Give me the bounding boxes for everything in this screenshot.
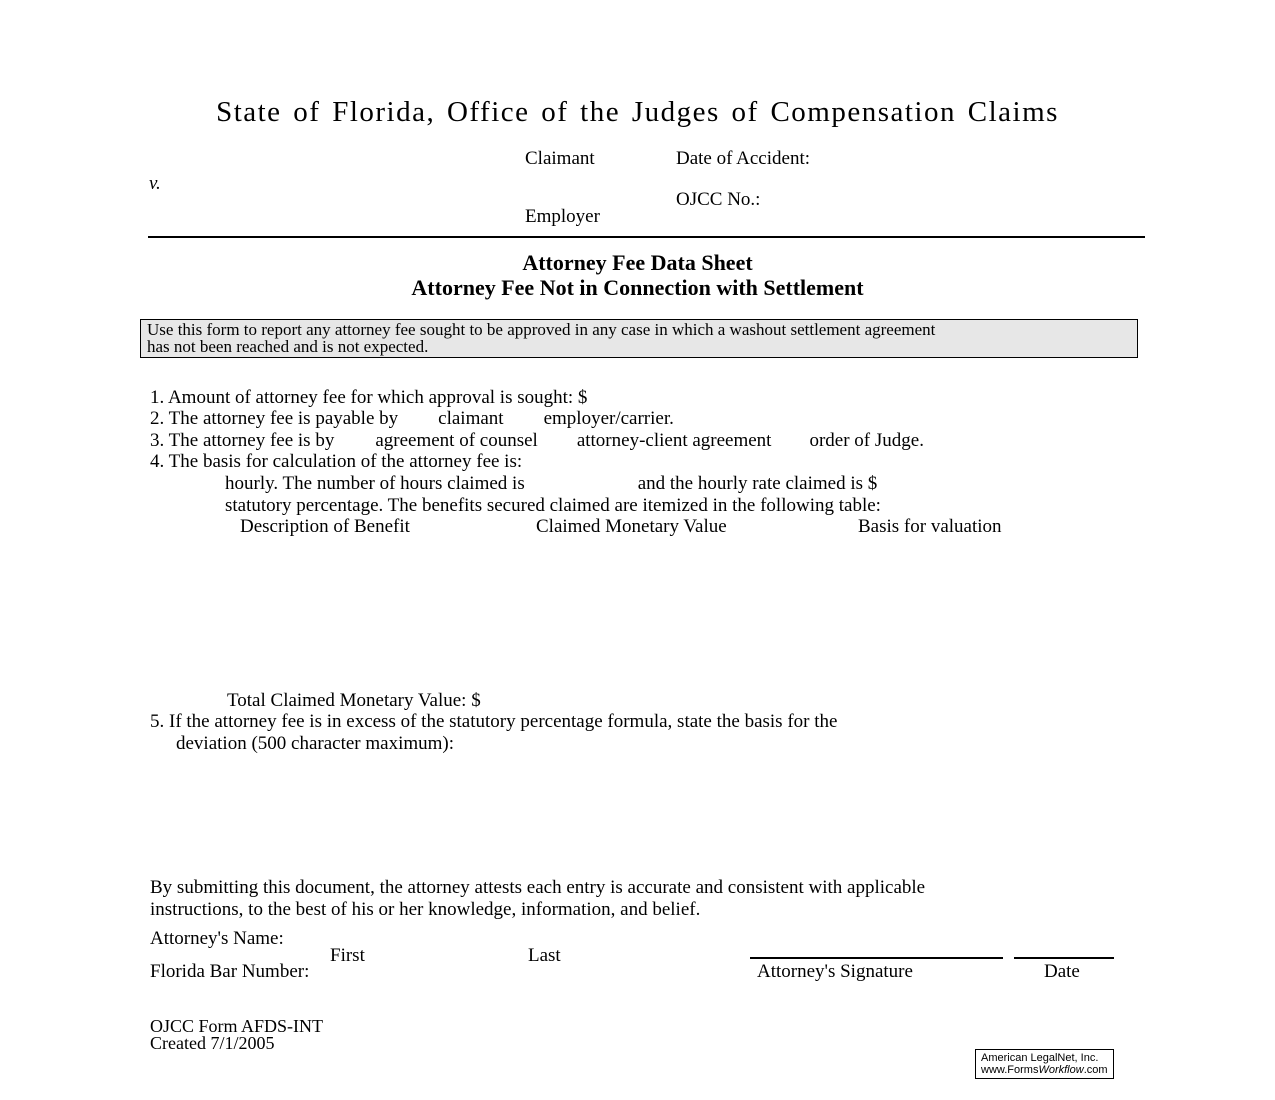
florida-bar-number-text: Florida Bar Number: — [150, 961, 310, 982]
hours-claimed-field[interactable] — [525, 474, 638, 489]
item-3-option-order-of-judge[interactable]: order of Judge. — [809, 430, 924, 451]
legalnet-company: American LegalNet, Inc. — [981, 1052, 1099, 1064]
item-4-hourly-prefix: hourly. The number of hours claimed is — [225, 473, 525, 494]
versus-label: v. — [149, 173, 161, 194]
hourly-rate-field[interactable] — [877, 474, 937, 489]
attestation-line2: instructions, to the best of his or her knowledge, information, and belief. — [150, 899, 701, 920]
legalnet-stamp — [975, 1049, 1114, 1079]
date-line[interactable] — [1014, 941, 1114, 959]
attorney-name-label: Attorney's Name: — [150, 928, 284, 949]
attorney-signature-label: Attorney's Signature — [757, 961, 913, 982]
item-2 — [150, 408, 674, 429]
instructions-line2: has not been reached and is not expected. — [147, 336, 429, 356]
order-of-judge-checkbox-field[interactable] — [771, 431, 809, 446]
item-3-option-attorney-client-agreement[interactable]: attorney-client agreement — [576, 430, 772, 451]
legalnet-url — [981, 1064, 1108, 1076]
item-4-statutory-line: statutory percentage. The benefits secured claimed are itemized in the following table: — [225, 495, 881, 516]
item-5-line2: deviation (500 character maximum): — [176, 733, 455, 754]
florida-bar-number-label — [150, 961, 459, 982]
total-claimed-value-field[interactable] — [481, 691, 561, 706]
item-4-hourly-suffix: and the hourly rate claimed is $ — [637, 473, 878, 494]
employer-label: Employer — [525, 206, 600, 227]
item-4-intro: 4. The basis for calculation of the attorney fee is: — [150, 451, 523, 472]
deviation-text-area[interactable] — [150, 757, 1140, 869]
instructions-line1: Use this form to report any attorney fee sought to be approved in any case in which a washout settlement agreement — [147, 320, 936, 339]
attestation-line1: By submitting this document, the attorney attests each entry is accurate and consistent with applicable — [150, 877, 926, 898]
fee-amount-field[interactable] — [587, 388, 667, 403]
form-created-date: Created 7/1/2005 — [150, 1033, 275, 1053]
instructions-box — [140, 319, 1138, 358]
form-title-line1: Attorney Fee Data Sheet — [522, 250, 753, 275]
item-3 — [150, 430, 924, 451]
form-title-line2: Attorney Fee Not in Connection with Settlement — [411, 275, 864, 300]
florida-bar-number-field[interactable] — [309, 962, 459, 977]
ojcc-no-label: OJCC No.: — [676, 189, 761, 210]
date-label: Date — [1044, 961, 1080, 982]
legalnet-url-workflow: Workflow — [1038, 1064, 1084, 1076]
item-3-prefix: 3. The attorney fee is by — [150, 430, 335, 451]
benefits-table-area[interactable] — [150, 542, 1140, 682]
item-1-label: 1. Amount of attorney fee for which approval is sought: $ — [150, 387, 588, 408]
form-number: OJCC Form AFDS-INT — [150, 1016, 324, 1036]
benefits-table-header-description: Description of Benefit — [240, 516, 410, 537]
employer-carrier-checkbox-field[interactable] — [504, 409, 544, 424]
total-claimed-line — [227, 690, 561, 711]
claimant-checkbox-field[interactable] — [398, 409, 438, 424]
item-4-hourly-line — [225, 473, 937, 494]
first-name-label: First — [330, 945, 365, 966]
benefits-table-header-claimed-value: Claimed Monetary Value — [536, 516, 727, 537]
header-divider — [148, 236, 1145, 238]
legalnet-url-suffix: .com — [1083, 1064, 1108, 1076]
claimant-label: Claimant — [525, 148, 595, 169]
last-name-label: Last — [528, 945, 561, 966]
attorney-signature-line[interactable] — [750, 941, 1003, 959]
item-2-option-employer-carrier[interactable]: employer/carrier. — [543, 408, 674, 429]
attorney-client-agreement-checkbox-field[interactable] — [538, 431, 577, 446]
item-5-line1: 5. If the attorney fee is in excess of the statutory percentage formula, state the basis for the — [150, 711, 838, 732]
date-of-accident-label: Date of Accident: — [676, 148, 811, 169]
item-2-option-claimant[interactable]: claimant — [438, 408, 504, 429]
legalnet-url-prefix: www.Forms — [981, 1064, 1039, 1076]
total-claimed-label: Total Claimed Monetary Value: $ — [227, 690, 481, 711]
item-2-prefix: 2. The attorney fee is payable by — [150, 408, 399, 429]
item-1 — [150, 387, 667, 408]
benefits-table-header-basis: Basis for valuation — [858, 516, 1002, 537]
agreement-of-counsel-checkbox-field[interactable] — [334, 431, 375, 446]
item-3-option-agreement-of-counsel[interactable]: agreement of counsel — [375, 430, 538, 451]
court-title: State of Florida, Office of the Judges of Compensation Claims — [216, 96, 1059, 128]
